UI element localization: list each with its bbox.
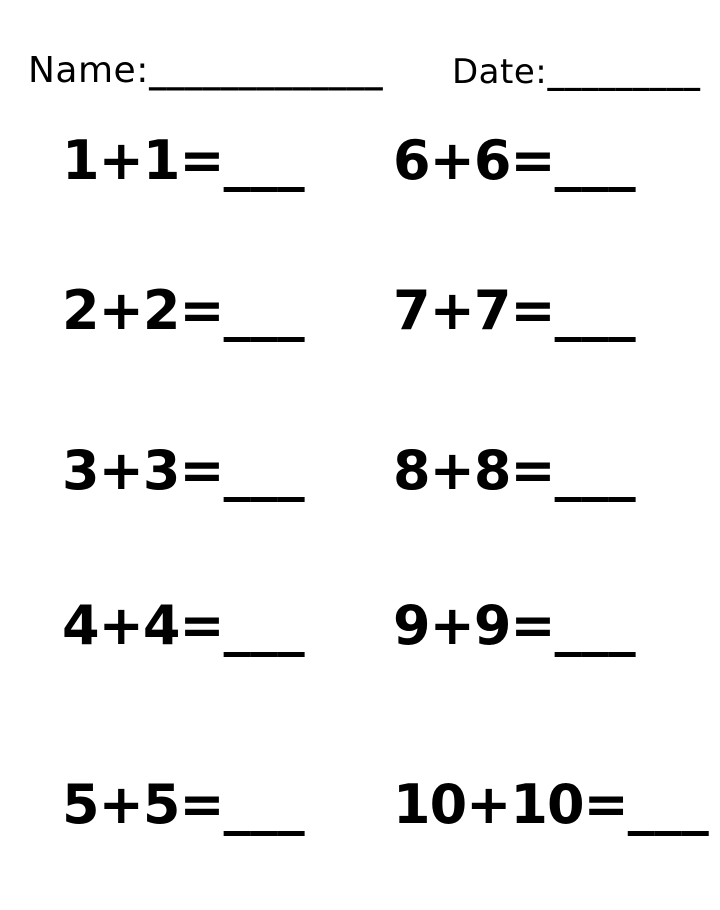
answer-blank: ___ xyxy=(223,279,305,342)
problem-8-plus-8 xyxy=(393,438,636,504)
problem-2-plus-2 xyxy=(62,278,305,344)
date-field-group xyxy=(452,52,700,92)
answer-blank: ___ xyxy=(554,129,636,192)
answer-blank: ___ xyxy=(223,594,305,657)
answer-blank: ___ xyxy=(554,279,636,342)
answer-blank: ___ xyxy=(223,129,305,192)
problem-row xyxy=(0,593,720,663)
answer-blank: ___ xyxy=(627,773,709,836)
problem-expression: 9+9= xyxy=(393,594,555,657)
answer-blank: ___ xyxy=(554,594,636,657)
problem-7-plus-7 xyxy=(393,278,636,344)
date-blank-line: _________ xyxy=(547,52,701,92)
problem-expression: 4+4= xyxy=(62,594,224,657)
problem-expression: 1+1= xyxy=(62,129,224,192)
problem-expression: 3+3= xyxy=(62,439,224,502)
problem-row xyxy=(0,128,720,198)
problem-9-plus-9 xyxy=(393,593,636,659)
problem-3-plus-3 xyxy=(62,438,305,504)
name-field-group xyxy=(28,50,383,91)
answer-blank: ___ xyxy=(223,439,305,502)
answer-blank: ___ xyxy=(554,439,636,502)
problem-expression: 7+7= xyxy=(393,279,555,342)
problem-expression: 6+6= xyxy=(393,129,555,192)
problem-4-plus-4 xyxy=(62,593,305,659)
date-label: Date: xyxy=(452,52,548,92)
problem-row xyxy=(0,772,720,842)
answer-blank: ___ xyxy=(223,773,305,836)
problem-5-plus-5 xyxy=(62,772,305,838)
problem-expression: 8+8= xyxy=(393,439,555,502)
problem-1-plus-1 xyxy=(62,128,305,194)
name-label: Name: xyxy=(28,50,149,91)
problem-6-plus-6 xyxy=(393,128,636,194)
problem-row xyxy=(0,278,720,348)
problem-row xyxy=(0,438,720,508)
problem-expression: 10+10= xyxy=(393,773,628,836)
name-blank-line: _____________ xyxy=(148,50,383,91)
problem-expression: 5+5= xyxy=(62,773,224,836)
worksheet-header xyxy=(0,50,720,100)
problem-10-plus-10 xyxy=(393,772,709,838)
problem-expression: 2+2= xyxy=(62,279,224,342)
